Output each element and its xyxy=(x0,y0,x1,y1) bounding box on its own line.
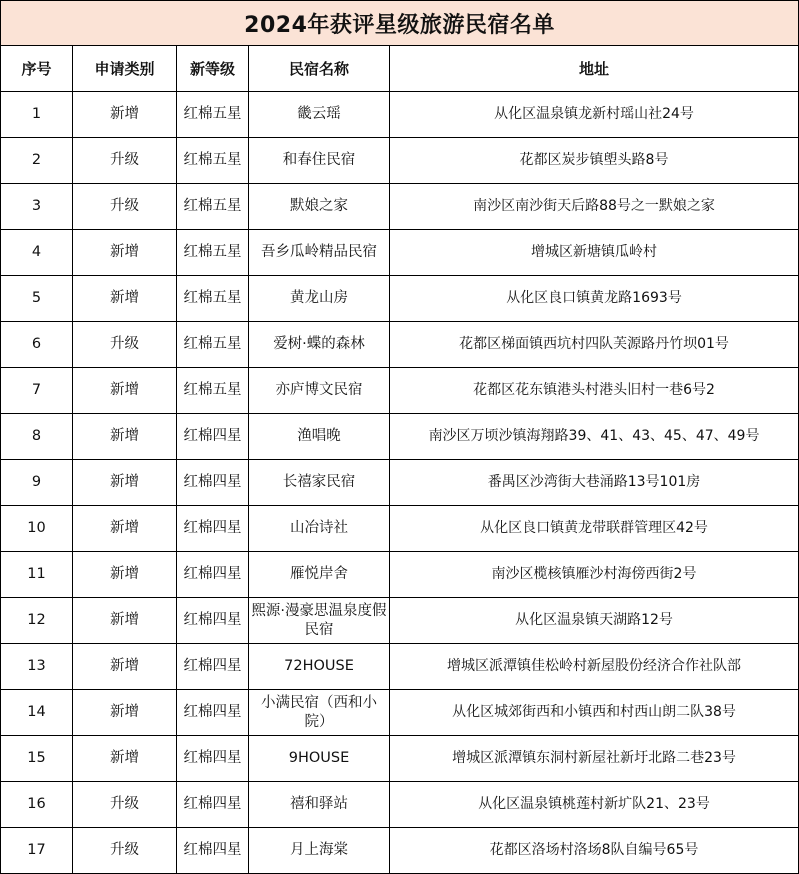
cell-seq[interactable]: 14 xyxy=(1,690,73,736)
cell-category[interactable]: 新增 xyxy=(73,276,177,322)
cell-address[interactable]: 增城区派潭镇东洞村新屋社新圩北路二巷23号 xyxy=(390,736,799,782)
table-row xyxy=(1,138,799,184)
table-row xyxy=(1,644,799,690)
cell-address[interactable]: 从化区温泉镇天湖路12号 xyxy=(390,598,799,644)
cell-level[interactable]: 红棉五星 xyxy=(177,368,249,414)
cell-seq[interactable]: 10 xyxy=(1,506,73,552)
header-name[interactable]: 民宿名称 xyxy=(249,46,390,92)
cell-seq[interactable]: 1 xyxy=(1,92,73,138)
table-row xyxy=(1,322,799,368)
cell-category[interactable]: 新增 xyxy=(73,414,177,460)
cell-level[interactable]: 红棉四星 xyxy=(177,552,249,598)
cell-category[interactable]: 新增 xyxy=(73,690,177,736)
cell-name[interactable]: 黄龙山房 xyxy=(249,276,390,322)
cell-seq[interactable]: 9 xyxy=(1,460,73,506)
cell-level[interactable]: 红棉四星 xyxy=(177,598,249,644)
cell-seq[interactable]: 15 xyxy=(1,736,73,782)
table-row xyxy=(1,598,799,644)
cell-level[interactable]: 红棉四星 xyxy=(177,690,249,736)
cell-category[interactable]: 新增 xyxy=(73,368,177,414)
cell-name[interactable]: 小满民宿（西和小院） xyxy=(249,690,390,736)
cell-category[interactable]: 新增 xyxy=(73,736,177,782)
cell-seq[interactable]: 13 xyxy=(1,644,73,690)
cell-name[interactable]: 长禧家民宿 xyxy=(249,460,390,506)
cell-seq[interactable]: 17 xyxy=(1,828,73,874)
cell-level[interactable]: 红棉五星 xyxy=(177,230,249,276)
table-row xyxy=(1,276,799,322)
cell-category[interactable]: 升级 xyxy=(73,828,177,874)
cell-name[interactable]: 山冶诗社 xyxy=(249,506,390,552)
cell-name[interactable]: 72HOUSE xyxy=(249,644,390,690)
table-title[interactable]: 2024年获评星级旅游民宿名单 xyxy=(1,1,799,46)
cell-address[interactable]: 从化区良口镇黄龙路1693号 xyxy=(390,276,799,322)
cell-level[interactable]: 红棉五星 xyxy=(177,276,249,322)
cell-seq[interactable]: 8 xyxy=(1,414,73,460)
cell-category[interactable]: 新增 xyxy=(73,552,177,598)
table-row xyxy=(1,552,799,598)
cell-address[interactable]: 花都区梯面镇西坑村四队芙源路丹竹坝01号 xyxy=(390,322,799,368)
header-address[interactable]: 地址 xyxy=(390,46,799,92)
cell-seq[interactable]: 16 xyxy=(1,782,73,828)
table-row xyxy=(1,506,799,552)
cell-name[interactable]: 熙源·漫豪思温泉度假民宿 xyxy=(249,598,390,644)
cell-level[interactable]: 红棉五星 xyxy=(177,92,249,138)
cell-level[interactable]: 红棉四星 xyxy=(177,414,249,460)
cell-name[interactable]: 爱树·蝶的森林 xyxy=(249,322,390,368)
cell-level[interactable]: 红棉四星 xyxy=(177,460,249,506)
cell-category[interactable]: 新增 xyxy=(73,598,177,644)
cell-seq[interactable]: 5 xyxy=(1,276,73,322)
cell-address[interactable]: 花都区洛场村洛场8队自编号65号 xyxy=(390,828,799,874)
cell-category[interactable]: 升级 xyxy=(73,184,177,230)
cell-level[interactable]: 红棉五星 xyxy=(177,322,249,368)
table-row xyxy=(1,690,799,736)
cell-seq[interactable]: 3 xyxy=(1,184,73,230)
header-level[interactable]: 新等级 xyxy=(177,46,249,92)
cell-level[interactable]: 红棉四星 xyxy=(177,644,249,690)
cell-category[interactable]: 新增 xyxy=(73,92,177,138)
cell-category[interactable]: 升级 xyxy=(73,782,177,828)
table-row xyxy=(1,828,799,874)
cell-address[interactable]: 花都区炭步镇塱头路8号 xyxy=(390,138,799,184)
cell-name[interactable]: 月上海棠 xyxy=(249,828,390,874)
table-row xyxy=(1,782,799,828)
cell-name[interactable]: 9HOUSE xyxy=(249,736,390,782)
cell-level[interactable]: 红棉四星 xyxy=(177,782,249,828)
cell-name[interactable]: 畿云瑶 xyxy=(249,92,390,138)
cell-seq[interactable]: 6 xyxy=(1,322,73,368)
table-row xyxy=(1,460,799,506)
cell-address[interactable]: 增城区派潭镇佳松岭村新屋股份经济合作社队部 xyxy=(390,644,799,690)
cell-address[interactable]: 从化区良口镇黄龙带联群管理区42号 xyxy=(390,506,799,552)
table-row xyxy=(1,414,799,460)
table-row xyxy=(1,92,799,138)
cell-category[interactable]: 新增 xyxy=(73,644,177,690)
cell-level[interactable]: 红棉四星 xyxy=(177,828,249,874)
cell-level[interactable]: 红棉四星 xyxy=(177,506,249,552)
table-row xyxy=(1,736,799,782)
cell-address[interactable]: 增城区新塘镇瓜岭村 xyxy=(390,230,799,276)
header-row xyxy=(1,46,799,92)
cell-address[interactable]: 从化区城郊街西和小镇西和村西山朗二队38号 xyxy=(390,690,799,736)
cell-seq[interactable]: 4 xyxy=(1,230,73,276)
title-row xyxy=(1,1,799,46)
cell-category[interactable]: 新增 xyxy=(73,230,177,276)
cell-seq[interactable]: 7 xyxy=(1,368,73,414)
cell-seq[interactable]: 12 xyxy=(1,598,73,644)
cell-address[interactable]: 南沙区榄核镇雁沙村海傍西街2号 xyxy=(390,552,799,598)
header-category[interactable]: 申请类别 xyxy=(73,46,177,92)
table-row xyxy=(1,368,799,414)
cell-name[interactable]: 吾乡瓜岭精品民宿 xyxy=(249,230,390,276)
cell-address[interactable]: 从化区温泉镇桃莲村新圹队21、23号 xyxy=(390,782,799,828)
cell-seq[interactable]: 2 xyxy=(1,138,73,184)
cell-category[interactable]: 升级 xyxy=(73,138,177,184)
cell-category[interactable]: 新增 xyxy=(73,506,177,552)
cell-level[interactable]: 红棉五星 xyxy=(177,138,249,184)
table-row xyxy=(1,230,799,276)
cell-address[interactable]: 花都区花东镇港头村港头旧村一巷6号2 xyxy=(390,368,799,414)
cell-name[interactable]: 雁悦岸舍 xyxy=(249,552,390,598)
cell-name[interactable]: 禧和驿站 xyxy=(249,782,390,828)
cell-name[interactable]: 渔唱晚 xyxy=(249,414,390,460)
cell-seq[interactable]: 11 xyxy=(1,552,73,598)
cell-address[interactable]: 南沙区万顷沙镇海翔路39、41、43、45、47、49号 xyxy=(390,414,799,460)
cell-category[interactable]: 升级 xyxy=(73,322,177,368)
cell-name[interactable]: 默娘之家 xyxy=(249,184,390,230)
cell-name[interactable]: 亦庐博文民宿 xyxy=(249,368,390,414)
table-row xyxy=(1,184,799,230)
cell-address[interactable]: 番禺区沙湾街大巷涌路13号101房 xyxy=(390,460,799,506)
cell-address[interactable]: 南沙区南沙街天后路88号之一默娘之家 xyxy=(390,184,799,230)
cell-level[interactable]: 红棉五星 xyxy=(177,184,249,230)
cell-address[interactable]: 从化区温泉镇龙新村瑶山社24号 xyxy=(390,92,799,138)
cell-category[interactable]: 新增 xyxy=(73,460,177,506)
header-seq[interactable]: 序号 xyxy=(1,46,73,92)
cell-name[interactable]: 和春住民宿 xyxy=(249,138,390,184)
cell-level[interactable]: 红棉四星 xyxy=(177,736,249,782)
